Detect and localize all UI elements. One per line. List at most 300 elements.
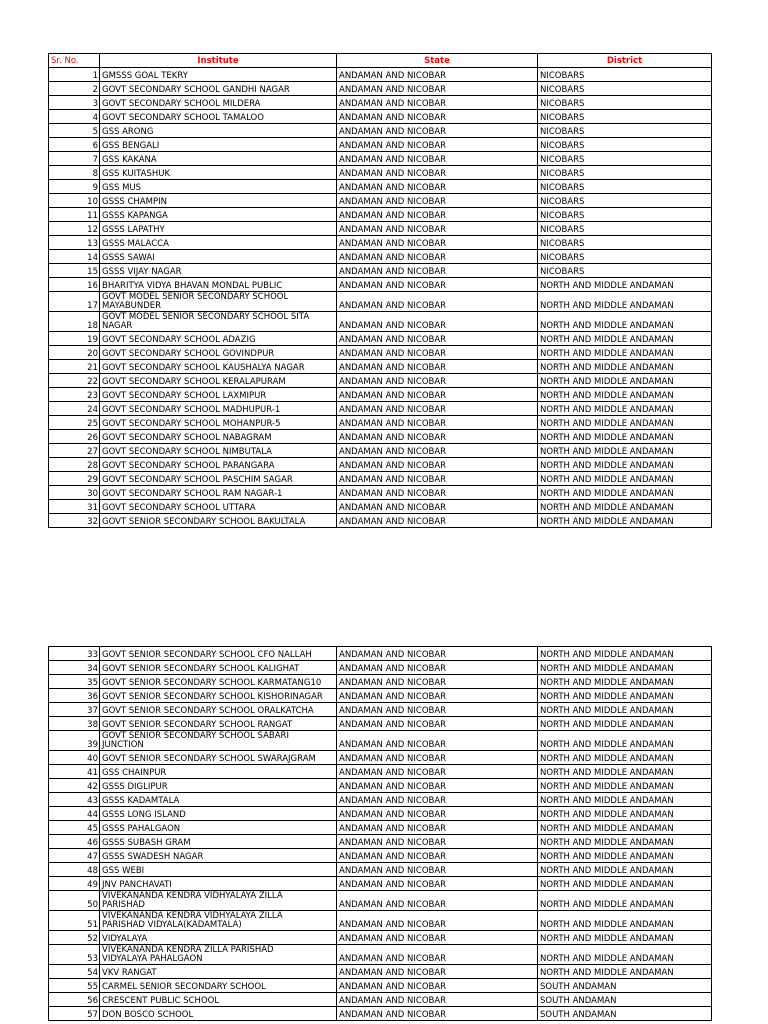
cell-state: ANDAMAN AND NICOBAR xyxy=(337,779,538,793)
table-row xyxy=(49,500,712,514)
cell-state: ANDAMAN AND NICOBAR xyxy=(337,388,538,402)
cell-district: NICOBARS xyxy=(538,138,712,152)
cell-state: ANDAMAN AND NICOBAR xyxy=(337,500,538,514)
cell-district: NORTH AND MIDDLE ANDAMAN xyxy=(538,346,712,360)
cell-institute: GOVT SECONDARY SCHOOL GOVINDPUR xyxy=(100,346,337,360)
cell-district: NORTH AND MIDDLE ANDAMAN xyxy=(538,689,712,703)
cell-district: NORTH AND MIDDLE ANDAMAN xyxy=(538,863,712,877)
cell-state: ANDAMAN AND NICOBAR xyxy=(337,430,538,444)
cell-institute: GSS MUS xyxy=(100,180,337,194)
cell-state: ANDAMAN AND NICOBAR xyxy=(337,891,538,911)
cell-district: NORTH AND MIDDLE ANDAMAN xyxy=(538,911,712,931)
cell-institute: GOVT SECONDARY SCHOOL PARANGARA xyxy=(100,458,337,472)
table-row xyxy=(49,430,712,444)
cell-institute: GSSS CHAMPIN xyxy=(100,194,337,208)
cell-district: NORTH AND MIDDLE ANDAMAN xyxy=(538,675,712,689)
table-row xyxy=(49,979,712,993)
cell-sr-no: 31 xyxy=(49,500,100,514)
table-row xyxy=(49,180,712,194)
cell-institute: GOVT SECONDARY SCHOOL NIMBUTALA xyxy=(100,444,337,458)
cell-state: ANDAMAN AND NICOBAR xyxy=(337,110,538,124)
table-row xyxy=(49,374,712,388)
cell-sr-no: 28 xyxy=(49,458,100,472)
table-row xyxy=(49,472,712,486)
cell-sr-no: 33 xyxy=(49,647,100,661)
table-row xyxy=(49,703,712,717)
cell-sr-no: 41 xyxy=(49,765,100,779)
table-row xyxy=(49,931,712,945)
header-institute: Institute xyxy=(100,54,337,68)
cell-district: SOUTH ANDAMAN xyxy=(538,1007,712,1021)
cell-state: ANDAMAN AND NICOBAR xyxy=(337,208,538,222)
cell-district: NORTH AND MIDDLE ANDAMAN xyxy=(538,891,712,911)
cell-sr-no: 21 xyxy=(49,360,100,374)
institute-table-2 xyxy=(48,646,712,1021)
table-row xyxy=(49,807,712,821)
cell-institute: GSS ARONG xyxy=(100,124,337,138)
table-row xyxy=(49,731,712,751)
cell-sr-no: 15 xyxy=(49,264,100,278)
cell-district: NICOBARS xyxy=(538,264,712,278)
cell-district: NORTH AND MIDDLE ANDAMAN xyxy=(538,751,712,765)
cell-institute: GOVT SECONDARY SCHOOL ADAZIG xyxy=(100,332,337,346)
cell-institute: GOVT SENIOR SECONDARY SCHOOL KALIGHAT xyxy=(100,661,337,675)
cell-district: NORTH AND MIDDLE ANDAMAN xyxy=(538,793,712,807)
cell-sr-no: 46 xyxy=(49,835,100,849)
cell-sr-no: 30 xyxy=(49,486,100,500)
cell-district: NORTH AND MIDDLE ANDAMAN xyxy=(538,717,712,731)
cell-sr-no: 7 xyxy=(49,152,100,166)
cell-institute xyxy=(100,292,337,312)
cell-state: ANDAMAN AND NICOBAR xyxy=(337,849,538,863)
cell-institute: DON BOSCO SCHOOL xyxy=(100,1007,337,1021)
cell-institute: GOVT SENIOR SECONDARY SCHOOL RANGAT xyxy=(100,717,337,731)
cell-state: ANDAMAN AND NICOBAR xyxy=(337,661,538,675)
table-row xyxy=(49,891,712,911)
cell-district: NORTH AND MIDDLE ANDAMAN xyxy=(538,430,712,444)
cell-district: NICOBARS xyxy=(538,166,712,180)
table-row xyxy=(49,945,712,965)
cell-sr-no: 22 xyxy=(49,374,100,388)
cell-state: ANDAMAN AND NICOBAR xyxy=(337,374,538,388)
cell-sr-no: 44 xyxy=(49,807,100,821)
table-row xyxy=(49,236,712,250)
cell-district: NORTH AND MIDDLE ANDAMAN xyxy=(538,360,712,374)
table-row xyxy=(49,264,712,278)
cell-state: ANDAMAN AND NICOBAR xyxy=(337,877,538,891)
cell-sr-no: 43 xyxy=(49,793,100,807)
cell-district: NORTH AND MIDDLE ANDAMAN xyxy=(538,647,712,661)
cell-sr-no: 29 xyxy=(49,472,100,486)
cell-district: NORTH AND MIDDLE ANDAMAN xyxy=(538,731,712,751)
cell-district: NORTH AND MIDDLE ANDAMAN xyxy=(538,458,712,472)
cell-sr-no: 38 xyxy=(49,717,100,731)
cell-institute: GSS KAKANA xyxy=(100,152,337,166)
cell-state: ANDAMAN AND NICOBAR xyxy=(337,486,538,500)
cell-district: NORTH AND MIDDLE ANDAMAN xyxy=(538,472,712,486)
cell-state: ANDAMAN AND NICOBAR xyxy=(337,765,538,779)
cell-state: ANDAMAN AND NICOBAR xyxy=(337,1007,538,1021)
cell-district: NORTH AND MIDDLE ANDAMAN xyxy=(538,292,712,312)
table-row xyxy=(49,514,712,528)
cell-institute: GOVT SECONDARY SCHOOL KERALAPURAM xyxy=(100,374,337,388)
table-row xyxy=(49,993,712,1007)
cell-sr-no: 45 xyxy=(49,821,100,835)
cell-institute: CARMEL SENIOR SECONDARY SCHOOL xyxy=(100,979,337,993)
table-row xyxy=(49,765,712,779)
cell-sr-no: 4 xyxy=(49,110,100,124)
cell-district: NICOBARS xyxy=(538,82,712,96)
cell-sr-no: 56 xyxy=(49,993,100,1007)
cell-institute: GSS WEBI xyxy=(100,863,337,877)
cell-sr-no: 48 xyxy=(49,863,100,877)
cell-sr-no: 13 xyxy=(49,236,100,250)
table-row xyxy=(49,877,712,891)
cell-institute-line-2: NAGAR xyxy=(102,321,133,331)
table-row xyxy=(49,388,712,402)
table-row xyxy=(49,208,712,222)
cell-state: ANDAMAN AND NICOBAR xyxy=(337,402,538,416)
cell-sr-no: 42 xyxy=(49,779,100,793)
cell-institute: GSSS SAWAI xyxy=(100,250,337,264)
cell-sr-no: 50 xyxy=(49,891,100,911)
cell-sr-no: 24 xyxy=(49,402,100,416)
table-row xyxy=(49,68,712,82)
cell-institute-line-2: JUNCTION xyxy=(102,740,144,750)
cell-sr-no: 36 xyxy=(49,689,100,703)
cell-institute-line-2: PARISHAD VIDYALA(KADAMTALA) xyxy=(102,920,242,930)
table-row xyxy=(49,444,712,458)
table-row xyxy=(49,222,712,236)
cell-sr-no: 17 xyxy=(49,292,100,312)
cell-sr-no: 6 xyxy=(49,138,100,152)
cell-institute: GSS BENGALI xyxy=(100,138,337,152)
table-row xyxy=(49,124,712,138)
cell-sr-no: 57 xyxy=(49,1007,100,1021)
table-row xyxy=(49,194,712,208)
cell-institute xyxy=(100,731,337,751)
cell-institute: GOVT SECONDARY SCHOOL MILDERA xyxy=(100,96,337,110)
cell-sr-no: 53 xyxy=(49,945,100,965)
cell-district: SOUTH ANDAMAN xyxy=(538,979,712,993)
cell-state: ANDAMAN AND NICOBAR xyxy=(337,360,538,374)
cell-sr-no: 16 xyxy=(49,278,100,292)
cell-state: ANDAMAN AND NICOBAR xyxy=(337,911,538,931)
table-header-row xyxy=(49,54,712,68)
cell-institute xyxy=(100,945,337,965)
cell-sr-no: 54 xyxy=(49,965,100,979)
cell-institute: GOVT SECONDARY SCHOOL GANDHI NAGAR xyxy=(100,82,337,96)
cell-sr-no: 32 xyxy=(49,514,100,528)
cell-institute-line-1: GOVT SENIOR SECONDARY SCHOOL SABARI xyxy=(102,731,289,741)
cell-institute xyxy=(100,312,337,332)
cell-district: NORTH AND MIDDLE ANDAMAN xyxy=(538,661,712,675)
cell-institute: GOVT SECONDARY SCHOOL RAM NAGAR-1 xyxy=(100,486,337,500)
cell-state: ANDAMAN AND NICOBAR xyxy=(337,332,538,346)
cell-district: NICOBARS xyxy=(538,68,712,82)
table-row xyxy=(49,402,712,416)
table-row xyxy=(49,152,712,166)
cell-state: ANDAMAN AND NICOBAR xyxy=(337,312,538,332)
cell-sr-no: 20 xyxy=(49,346,100,360)
cell-sr-no: 18 xyxy=(49,312,100,332)
cell-district: NORTH AND MIDDLE ANDAMAN xyxy=(538,965,712,979)
cell-sr-no: 8 xyxy=(49,166,100,180)
cell-institute: GMSSS GOAL TEKRY xyxy=(100,68,337,82)
cell-state: ANDAMAN AND NICOBAR xyxy=(337,96,538,110)
table-row xyxy=(49,332,712,346)
cell-district: NICOBARS xyxy=(538,110,712,124)
table-row xyxy=(49,689,712,703)
cell-district: NICOBARS xyxy=(538,180,712,194)
cell-institute: GOVT SENIOR SECONDARY SCHOOL SWARAJGRAM xyxy=(100,751,337,765)
cell-sr-no: 23 xyxy=(49,388,100,402)
cell-sr-no: 1 xyxy=(49,68,100,82)
table-row xyxy=(49,416,712,430)
cell-institute xyxy=(100,891,337,911)
cell-state: ANDAMAN AND NICOBAR xyxy=(337,717,538,731)
cell-institute: GOVT SENIOR SECONDARY SCHOOL CFO NALLAH xyxy=(100,647,337,661)
cell-state: ANDAMAN AND NICOBAR xyxy=(337,965,538,979)
cell-state: ANDAMAN AND NICOBAR xyxy=(337,180,538,194)
cell-institute: BHARITYA VIDYA BHAVAN MONDAL PUBLIC xyxy=(100,278,337,292)
cell-sr-no: 14 xyxy=(49,250,100,264)
cell-sr-no: 55 xyxy=(49,979,100,993)
cell-state: ANDAMAN AND NICOBAR xyxy=(337,194,538,208)
cell-state: ANDAMAN AND NICOBAR xyxy=(337,821,538,835)
table-row xyxy=(49,138,712,152)
cell-district: NORTH AND MIDDLE ANDAMAN xyxy=(538,388,712,402)
cell-district: NICOBARS xyxy=(538,152,712,166)
cell-state: ANDAMAN AND NICOBAR xyxy=(337,264,538,278)
table-row xyxy=(49,779,712,793)
table-row xyxy=(49,821,712,835)
table-row xyxy=(49,82,712,96)
cell-district: NORTH AND MIDDLE ANDAMAN xyxy=(538,931,712,945)
cell-sr-no: 12 xyxy=(49,222,100,236)
cell-sr-no: 11 xyxy=(49,208,100,222)
cell-sr-no: 35 xyxy=(49,675,100,689)
cell-state: ANDAMAN AND NICOBAR xyxy=(337,138,538,152)
cell-state: ANDAMAN AND NICOBAR xyxy=(337,416,538,430)
cell-state: ANDAMAN AND NICOBAR xyxy=(337,292,538,312)
cell-sr-no: 47 xyxy=(49,849,100,863)
cell-institute-line-2: VIDYALAYA PAHALGAON xyxy=(102,954,203,964)
cell-district: NICOBARS xyxy=(538,124,712,138)
cell-district: NORTH AND MIDDLE ANDAMAN xyxy=(538,278,712,292)
cell-district: NORTH AND MIDDLE ANDAMAN xyxy=(538,514,712,528)
cell-state: ANDAMAN AND NICOBAR xyxy=(337,979,538,993)
cell-institute: GSSS DIGLIPUR xyxy=(100,779,337,793)
cell-institute: GSSS VIJAY NAGAR xyxy=(100,264,337,278)
cell-state: ANDAMAN AND NICOBAR xyxy=(337,793,538,807)
cell-state: ANDAMAN AND NICOBAR xyxy=(337,458,538,472)
cell-state: ANDAMAN AND NICOBAR xyxy=(337,731,538,751)
cell-institute-line-1: VIVEKANANDA KENDRA ZILLA PARISHAD xyxy=(102,945,274,955)
cell-institute: CRESCENT PUBLIC SCHOOL xyxy=(100,993,337,1007)
table-row xyxy=(49,675,712,689)
cell-district: NORTH AND MIDDLE ANDAMAN xyxy=(538,402,712,416)
cell-state: ANDAMAN AND NICOBAR xyxy=(337,250,538,264)
cell-institute: VKV RANGAT xyxy=(100,965,337,979)
cell-institute: GSS CHAINPUR xyxy=(100,765,337,779)
cell-district: NORTH AND MIDDLE ANDAMAN xyxy=(538,779,712,793)
header-district: District xyxy=(538,54,712,68)
cell-sr-no: 2 xyxy=(49,82,100,96)
cell-state: ANDAMAN AND NICOBAR xyxy=(337,68,538,82)
table-row xyxy=(49,661,712,675)
cell-district: NORTH AND MIDDLE ANDAMAN xyxy=(538,807,712,821)
cell-sr-no: 10 xyxy=(49,194,100,208)
cell-sr-no: 9 xyxy=(49,180,100,194)
cell-sr-no: 34 xyxy=(49,661,100,675)
cell-institute: GOVT SENIOR SECONDARY SCHOOL KARMATANG10 xyxy=(100,675,337,689)
cell-state: ANDAMAN AND NICOBAR xyxy=(337,124,538,138)
cell-district: NORTH AND MIDDLE ANDAMAN xyxy=(538,821,712,835)
cell-sr-no: 3 xyxy=(49,96,100,110)
table-row xyxy=(49,166,712,180)
cell-institute: GOVT SECONDARY SCHOOL MADHUPUR-1 xyxy=(100,402,337,416)
cell-sr-no: 19 xyxy=(49,332,100,346)
table-row xyxy=(49,346,712,360)
cell-institute: GSSS KADAMTALA xyxy=(100,793,337,807)
cell-sr-no: 39 xyxy=(49,731,100,751)
cell-sr-no: 5 xyxy=(49,124,100,138)
cell-district: NICOBARS xyxy=(538,208,712,222)
cell-district: SOUTH ANDAMAN xyxy=(538,993,712,1007)
cell-institute: GSSS SUBASH GRAM xyxy=(100,835,337,849)
cell-institute-line-2: MAYABUNDER xyxy=(102,301,162,311)
table-row xyxy=(49,965,712,979)
cell-institute: GOVT SECONDARY SCHOOL UTTARA xyxy=(100,500,337,514)
cell-institute-line-1: VIVEKANANDA KENDRA VIDHYALAYA ZILLA xyxy=(102,911,283,921)
cell-district: NORTH AND MIDDLE ANDAMAN xyxy=(538,877,712,891)
table-row xyxy=(49,250,712,264)
cell-state: ANDAMAN AND NICOBAR xyxy=(337,236,538,250)
cell-state: ANDAMAN AND NICOBAR xyxy=(337,278,538,292)
table-row xyxy=(49,793,712,807)
cell-state: ANDAMAN AND NICOBAR xyxy=(337,514,538,528)
cell-district: NORTH AND MIDDLE ANDAMAN xyxy=(538,486,712,500)
cell-state: ANDAMAN AND NICOBAR xyxy=(337,835,538,849)
cell-district: NICOBARS xyxy=(538,236,712,250)
cell-district: NORTH AND MIDDLE ANDAMAN xyxy=(538,945,712,965)
cell-institute-line-2: PARISHAD xyxy=(102,900,145,910)
cell-state: ANDAMAN AND NICOBAR xyxy=(337,945,538,965)
cell-district: NORTH AND MIDDLE ANDAMAN xyxy=(538,312,712,332)
table-row xyxy=(49,849,712,863)
cell-district: NORTH AND MIDDLE ANDAMAN xyxy=(538,332,712,346)
table-row xyxy=(49,458,712,472)
cell-institute: GOVT SECONDARY SCHOOL TAMALOO xyxy=(100,110,337,124)
table-row xyxy=(49,278,712,292)
cell-state: ANDAMAN AND NICOBAR xyxy=(337,703,538,717)
cell-sr-no: 37 xyxy=(49,703,100,717)
cell-district: NORTH AND MIDDLE ANDAMAN xyxy=(538,416,712,430)
cell-institute: GSSS PAHALGAON xyxy=(100,821,337,835)
table-row xyxy=(49,312,712,332)
cell-institute-line-1: VIVEKANANDA KENDRA VIDHYALAYA ZILLA xyxy=(102,891,283,901)
cell-state: ANDAMAN AND NICOBAR xyxy=(337,346,538,360)
cell-sr-no: 49 xyxy=(49,877,100,891)
cell-district: NORTH AND MIDDLE ANDAMAN xyxy=(538,703,712,717)
cell-institute-line-1: GOVT MODEL SENIOR SECONDARY SCHOOL xyxy=(102,292,289,302)
table-body-1 xyxy=(49,68,712,528)
cell-institute: GSS KUITASHUK xyxy=(100,166,337,180)
cell-institute: GSSS KAPANGA xyxy=(100,208,337,222)
cell-institute: VIDYALAYA xyxy=(100,931,337,945)
cell-district: NICOBARS xyxy=(538,96,712,110)
cell-institute: GSSS MALACCA xyxy=(100,236,337,250)
cell-district: NORTH AND MIDDLE ANDAMAN xyxy=(538,849,712,863)
cell-institute: GOVT SENIOR SECONDARY SCHOOL KISHORINAGAR xyxy=(100,689,337,703)
cell-institute: GOVT SECONDARY SCHOOL PASCHIM SAGAR xyxy=(100,472,337,486)
cell-institute: GSSS LAPATHY xyxy=(100,222,337,236)
cell-sr-no: 40 xyxy=(49,751,100,765)
table-row xyxy=(49,863,712,877)
cell-state: ANDAMAN AND NICOBAR xyxy=(337,166,538,180)
cell-state: ANDAMAN AND NICOBAR xyxy=(337,675,538,689)
cell-institute-line-1: GOVT MODEL SENIOR SECONDARY SCHOOL SITA xyxy=(102,312,310,322)
cell-sr-no: 25 xyxy=(49,416,100,430)
cell-state: ANDAMAN AND NICOBAR xyxy=(337,751,538,765)
cell-institute: GOVT SECONDARY SCHOOL MOHANPUR-5 xyxy=(100,416,337,430)
cell-sr-no: 51 xyxy=(49,911,100,931)
table-row xyxy=(49,486,712,500)
cell-state: ANDAMAN AND NICOBAR xyxy=(337,807,538,821)
table-row xyxy=(49,1007,712,1021)
cell-institute: GOVT SENIOR SECONDARY SCHOOL ORALKATCHA xyxy=(100,703,337,717)
cell-district: NORTH AND MIDDLE ANDAMAN xyxy=(538,500,712,514)
cell-state: ANDAMAN AND NICOBAR xyxy=(337,863,538,877)
cell-state: ANDAMAN AND NICOBAR xyxy=(337,931,538,945)
cell-district: NORTH AND MIDDLE ANDAMAN xyxy=(538,444,712,458)
table-body-2 xyxy=(49,647,712,1021)
header-sr-no: Sr. No. xyxy=(49,54,100,68)
cell-institute: GOVT SECONDARY SCHOOL KAUSHALYA NAGAR xyxy=(100,360,337,374)
table-row xyxy=(49,96,712,110)
cell-state: ANDAMAN AND NICOBAR xyxy=(337,444,538,458)
cell-institute: GSSS SWADESH NAGAR xyxy=(100,849,337,863)
cell-state: ANDAMAN AND NICOBAR xyxy=(337,152,538,166)
cell-state: ANDAMAN AND NICOBAR xyxy=(337,647,538,661)
cell-institute: GSSS LONG ISLAND xyxy=(100,807,337,821)
cell-institute: GOVT SECONDARY SCHOOL NABAGRAM xyxy=(100,430,337,444)
cell-district: NICOBARS xyxy=(538,194,712,208)
table-row xyxy=(49,292,712,312)
institute-table-1 xyxy=(48,53,712,528)
cell-institute: GOVT SENIOR SECONDARY SCHOOL BAKULTALA xyxy=(100,514,337,528)
cell-institute: JNV PANCHAVATI xyxy=(100,877,337,891)
cell-state: ANDAMAN AND NICOBAR xyxy=(337,222,538,236)
table-row xyxy=(49,360,712,374)
cell-sr-no: 52 xyxy=(49,931,100,945)
cell-institute: GOVT SECONDARY SCHOOL LAXMIPUR xyxy=(100,388,337,402)
cell-state: ANDAMAN AND NICOBAR xyxy=(337,993,538,1007)
cell-district: NICOBARS xyxy=(538,222,712,236)
cell-sr-no: 26 xyxy=(49,430,100,444)
header-state: State xyxy=(337,54,538,68)
table-row xyxy=(49,647,712,661)
cell-state: ANDAMAN AND NICOBAR xyxy=(337,82,538,96)
cell-district: NORTH AND MIDDLE ANDAMAN xyxy=(538,765,712,779)
cell-district: NORTH AND MIDDLE ANDAMAN xyxy=(538,835,712,849)
cell-district: NORTH AND MIDDLE ANDAMAN xyxy=(538,374,712,388)
cell-state: ANDAMAN AND NICOBAR xyxy=(337,689,538,703)
table-row xyxy=(49,717,712,731)
table-row xyxy=(49,110,712,124)
cell-sr-no: 27 xyxy=(49,444,100,458)
